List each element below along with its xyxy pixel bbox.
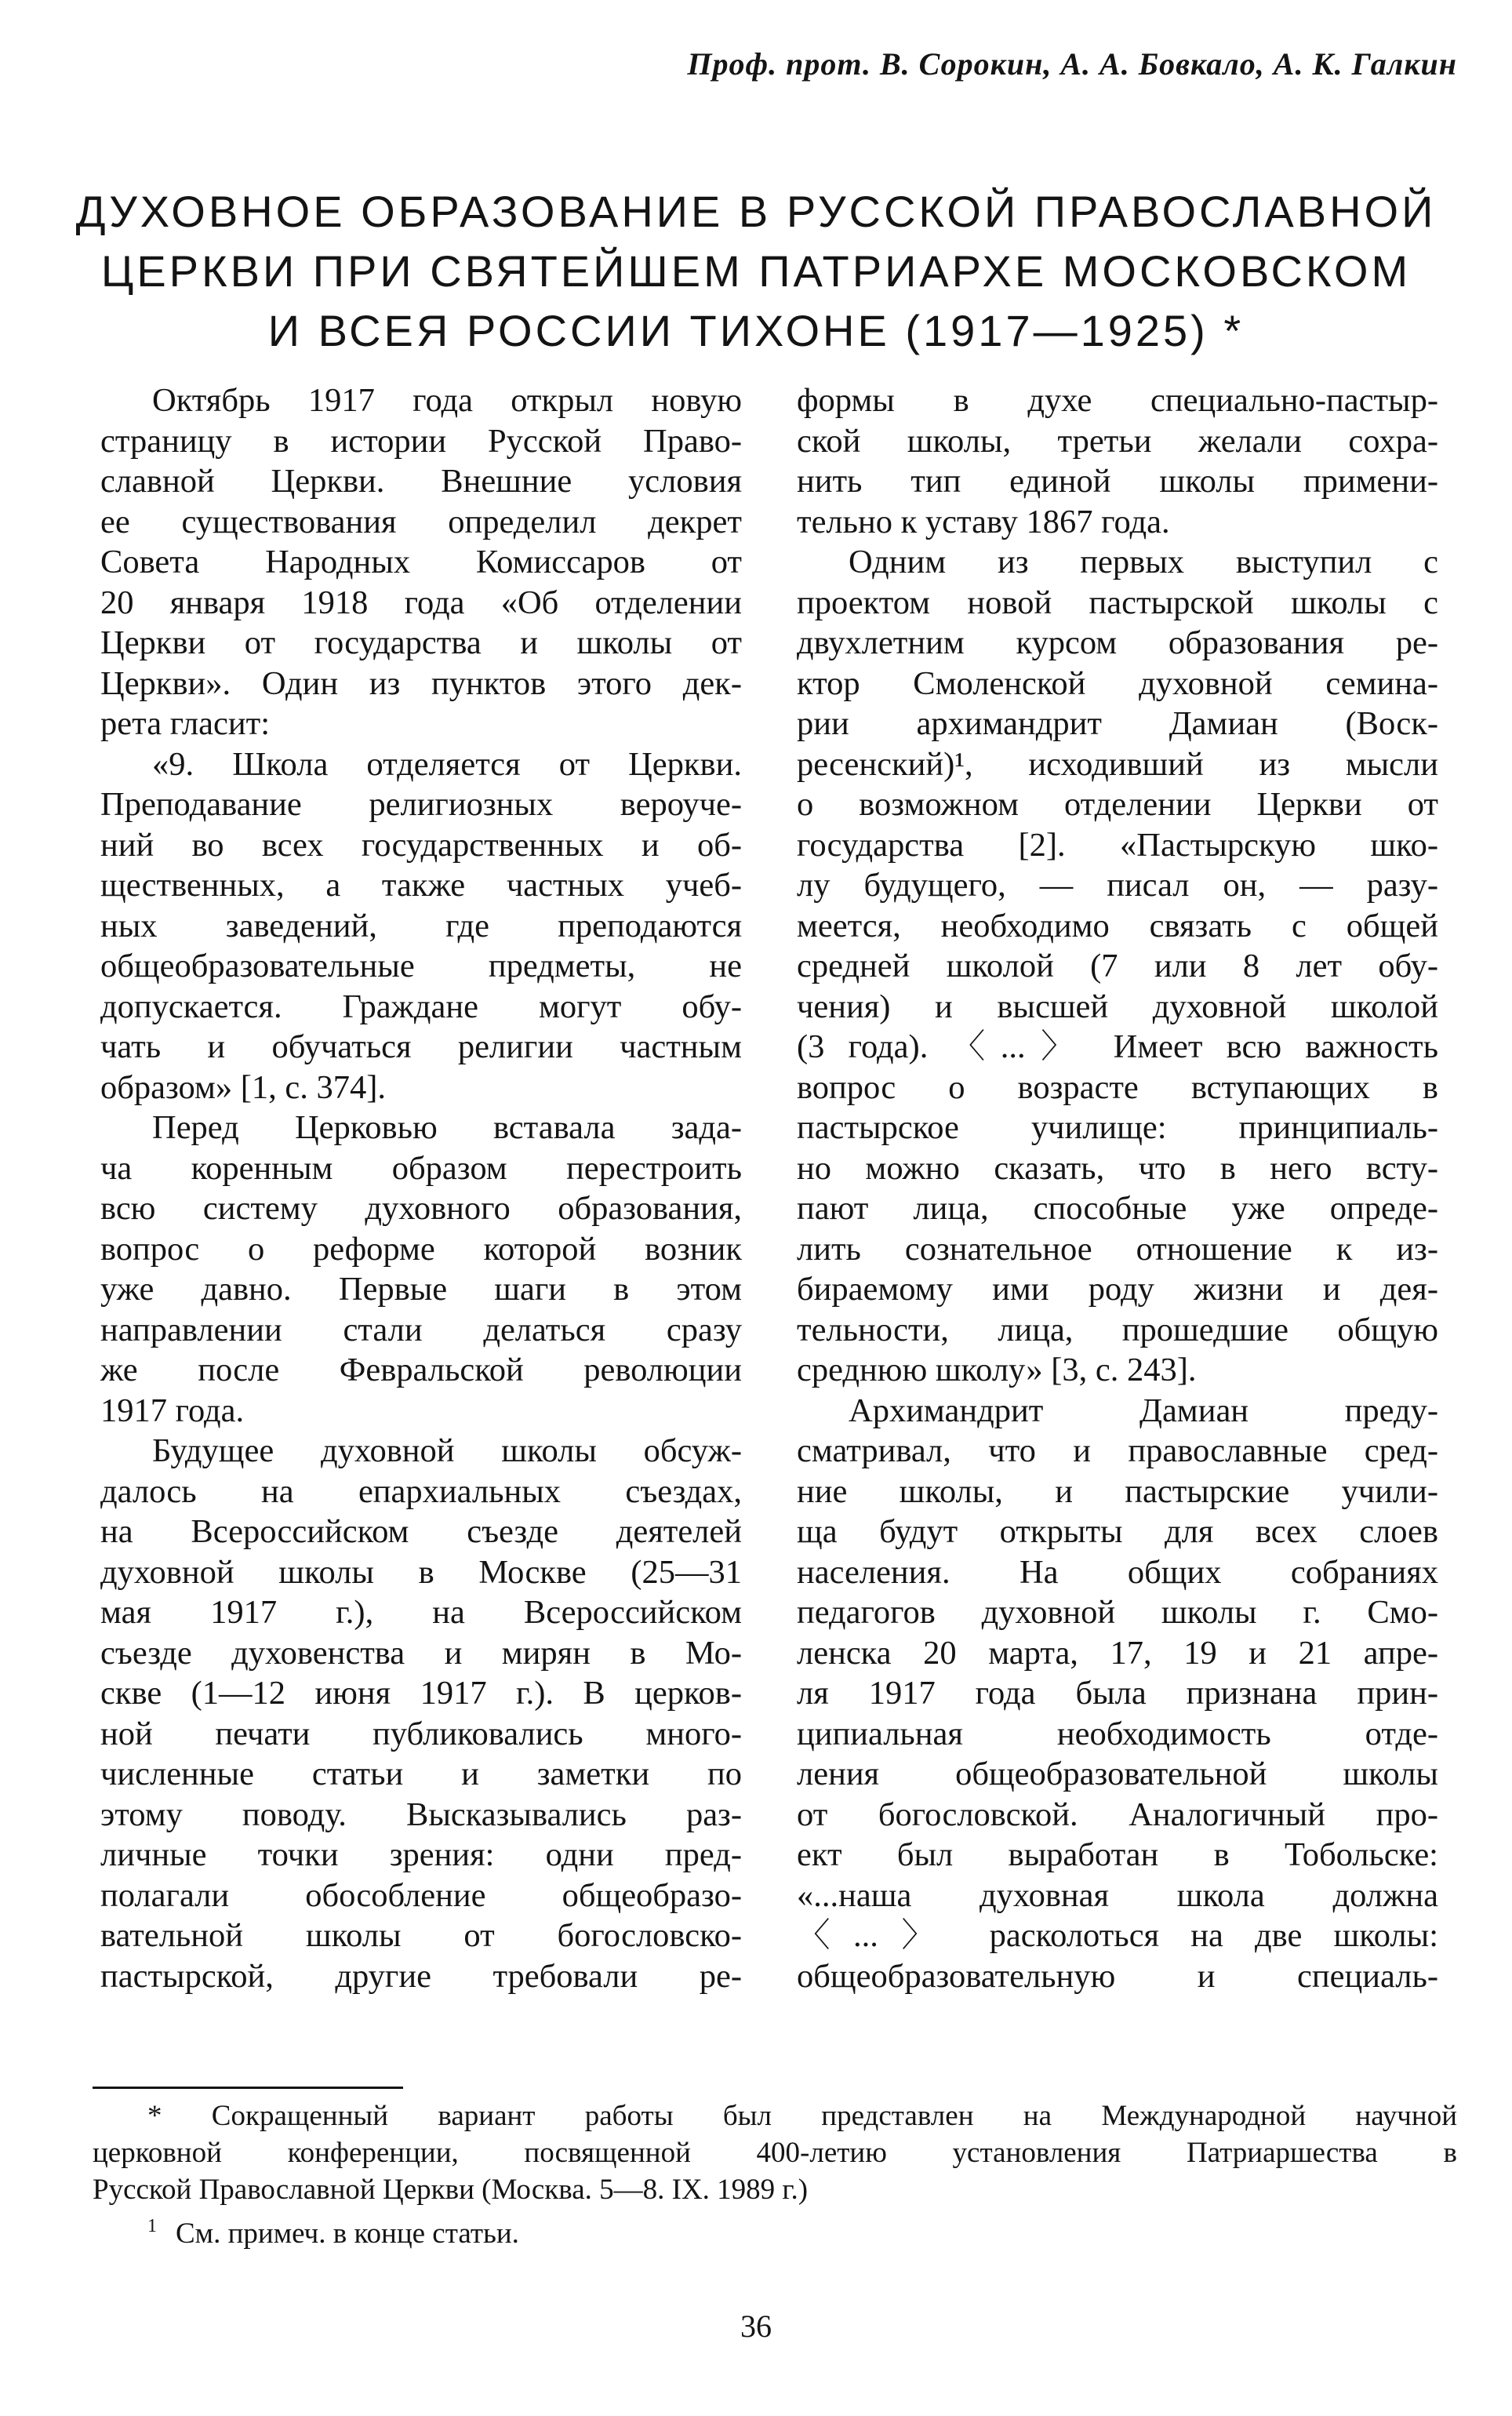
text-line: лить сознательное отношение к из- [797,1230,1438,1268]
footnote-text: См. примеч. в конце статьи. [176,2218,519,2250]
text-line: 20 января 1918 года «Об отделении [100,584,742,621]
text-line: этому поводу. Высказывались раз- [100,1796,742,1833]
text-line: педагогов духовной школы г. Смо- [797,1594,1438,1631]
text-line: вопрос о реформе которой возник [100,1230,742,1268]
text-line: меется, необходимо связать с общей [797,907,1438,944]
footnote-marker: 1 [147,2216,157,2236]
text-line: ща будут открыты для всех слоев [797,1513,1438,1550]
text-line: пастырской, другие требовали ре- [100,1957,742,1995]
article-title [71,182,1441,361]
text-line: уже давно. Первые шаги в этом [100,1271,742,1308]
text-line: пастырское училище: принципиаль- [797,1109,1438,1146]
text-line: тельно к уставу 1867 года. [797,503,1170,540]
text-line: двухлетним курсом образования ре- [797,624,1438,661]
text-line: ее существования определил декрет [100,503,742,540]
text-line: рета гласит: [100,705,271,742]
text-line: Архимандрит Дамиан преду- [849,1392,1438,1429]
text-line: полагали обособление общеобразо- [100,1876,742,1914]
text-line: Преподавание религиозных вероуче- [100,786,742,823]
text-line: населения. На общих собраниях [797,1553,1438,1591]
text-line: мая 1917 г.), на Всероссийском [100,1594,742,1631]
text-line: общеобразовательные предметы, не [100,948,742,984]
title-line: ДУХОВНОЕ ОБРАЗОВАНИЕ В РУССКОЙ ПРАВОСЛАВНОЙ [75,187,1437,236]
text-line: сматривал, что и православные сред- [797,1432,1438,1469]
text-line: Октябрь 1917 года открыл новую [152,382,742,419]
text-line: ктор Смоленской духовной семина- [797,664,1438,702]
text-line: (3 года). 〈...〉 Имеет всю важность [797,1028,1438,1065]
footnote-1 [93,2208,1457,2250]
left-column [100,380,742,1996]
text-line: Будущее духовной школы обсуж- [152,1432,742,1469]
text-line: общеобразовательную и специаль- [797,1957,1438,1995]
text-line: ления общеобразовательной школы [797,1756,1438,1792]
text-line: но можно сказать, что в него всту- [797,1149,1438,1187]
title-line: ЦЕРКВИ ПРИ СВЯТЕЙШЕМ ПАТРИАРХЕ МОСКОВСКОМ [100,246,1412,296]
text-line: далось на епархиальных съездах, [100,1472,742,1510]
page-number: 36 [740,2309,772,2344]
footnote-line: церковной конференции, посвященной 400-летию установления Патриаршества в [93,2137,1457,2169]
text-line: вательной школы от богословско- [100,1917,742,1954]
text-line: «9. Школа отделяется от Церкви. [152,745,742,783]
text-line: государства [2]. «Пастырскую шко- [797,826,1438,864]
running-head: Проф. прот. В. Сорокин, А. А. Бовкало, А. К. Галкин [687,46,1457,82]
text-line: нить тип единой школы примени- [797,463,1438,500]
text-line: 〈...〉 расколоться на две школы: [797,1917,1438,1954]
title-line: И ВСЕЯ РОССИИ ТИХОНЕ (1917—1925) * [267,306,1245,355]
text-line: чения) и высшей духовной школой [797,988,1438,1025]
text-line: бираемому ими роду жизни и дея- [797,1271,1438,1308]
text-line: о возможном отделении Церкви от [797,786,1438,823]
text-line: славной Церкви. Внешние условия [100,463,742,500]
text-line: тельности, лица, прошедшие общую [797,1311,1438,1348]
text-line: формы в духе специально-пастыр- [797,382,1438,419]
text-line: на Всероссийском съезде деятелей [100,1513,742,1550]
text-line: численные статьи и заметки по [100,1756,742,1792]
footnotes [93,2098,1457,2250]
text-line: ект был выработан в Тобольске: [797,1836,1438,1873]
text-line: от богословской. Аналогичный про- [797,1796,1438,1833]
text-line: среднюю школу» [3, с. 243]. [797,1352,1197,1388]
text-line: Перед Церковью вставала зада- [152,1109,742,1146]
text-line: Церкви от государства и школы от [100,624,742,661]
text-line: ной печати публиковались много- [100,1715,742,1752]
text-line: «...наша духовная школа должна [797,1876,1438,1914]
text-line: личные точки зрения: одни пред- [100,1836,742,1873]
text-line: ние школы, и пастырские учили- [797,1472,1438,1510]
text-line: съезде духовенства и мирян в Мо- [100,1634,742,1672]
text-line: образом» [1, с. 374]. [100,1068,387,1106]
text-line: чать и обучаться религии частным [100,1028,742,1065]
text-line: ресенский)¹, исходивший из мысли [797,745,1438,783]
text-line: пают лица, способные уже опреде- [797,1190,1438,1227]
text-line: ской школы, третьи желали сохра- [797,422,1438,460]
text-line: Церкви». Один из пунктов этого дек- [100,664,742,702]
text-line: 1917 года. [100,1392,245,1429]
text-line: скве (1—12 июня 1917 г.). В церков- [100,1675,742,1712]
text-line: ля 1917 года была признана прин- [797,1675,1438,1712]
text-line: ча коренным образом перестроить [100,1149,742,1187]
right-column [797,380,1438,1996]
text-line: ных заведений, где преподаются [100,907,742,944]
text-line: рии архимандрит Дамиан (Воск- [797,705,1438,742]
footnote-line: * Сокращенный вариант работы был представлен на Международной научной [147,2100,1457,2132]
text-line: страницу в истории Русской Право- [100,422,742,460]
text-line: же после Февральской революции [100,1352,742,1388]
text-line: допускается. Граждане могут обу- [100,988,742,1025]
text-line: Одним из первых выступил с [849,544,1438,580]
text-line: ципиальная необходимость отде- [797,1715,1438,1752]
text-line: лу будущего, — писал он, — разу- [797,867,1438,904]
text-line: направлении стали делаться сразу [100,1311,742,1348]
text-line: проектом новой пастырской школы с [797,584,1438,621]
text-line: духовной школы в Москве (25—31 [100,1553,742,1591]
text-line: всю систему духовного образования, [100,1190,742,1227]
text-line: ний во всех государственных и об- [100,826,742,864]
text-line: ленска 20 марта, 17, 19 и 21 апре- [797,1634,1438,1672]
text-line: Совета Народных Комиссаров от [100,544,742,580]
text-line: вопрос о возрасте вступающих в [797,1068,1438,1106]
text-line: средней школой (7 или 8 лет обу- [797,948,1438,984]
footnote-divider [93,2087,403,2089]
footnote-line: Русской Православной Церкви (Москва. 5—8. IX. 1989 г.) [93,2174,809,2206]
text-line: щественных, а также частных учеб- [100,867,742,904]
